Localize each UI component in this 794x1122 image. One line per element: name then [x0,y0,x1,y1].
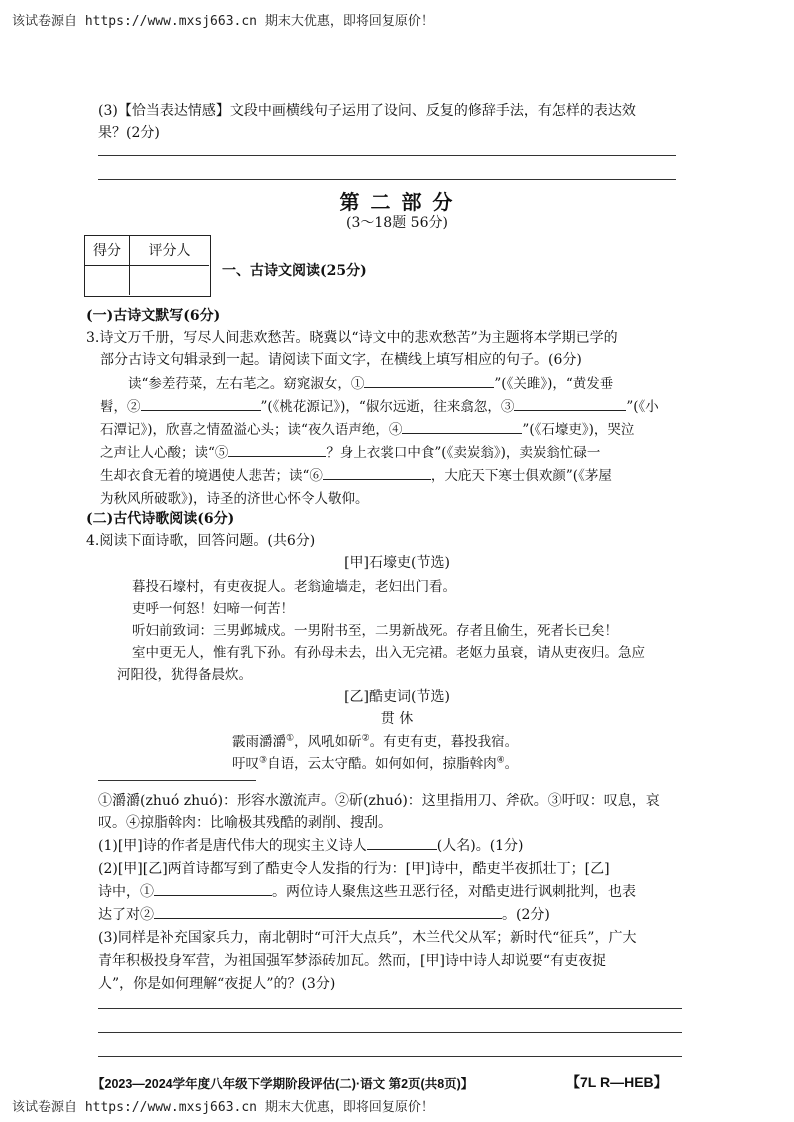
q4-sub3-line3: 人”，你是如何理解“夜捉人”的？(3分) [98,976,336,992]
poem1-line1: 暮投石壕村，有吏夜捉人。老翁逾墙走，老妇出门看。 [132,579,456,595]
q3-line7: 生却衣食无着的境遇使人悲苦；读“⑥ ，大庇天下寒士俱欢颜”(《茅屋 [100,464,612,484]
grader-cell[interactable] [130,266,209,295]
blank-s2-2[interactable] [154,904,502,919]
q3-line2: 部分古诗文句辑录到一起。请阅读下面文字，在横线上填写相应的句子。(6分) [100,352,582,368]
blank-4[interactable] [402,419,522,434]
answer-line [98,179,676,180]
footnote-line1: ①灂灂(zhuó zhuó)：形容水激流声。②斫(zhuó)：这里指用刀、斧砍。③吁叹：叹息，哀 [98,793,660,809]
q3-line1: 3.诗文万千册，写尽人间悲欢愁苦。晓冀以“诗文中的悲欢愁苦”为主题将本学期已学的 [86,330,618,346]
prev-question-line2: 果？(2分) [98,125,160,141]
q4-sub2-line2: 诗中，① 。两位诗人聚焦这些丑恶行径，对酷吏进行讽刺批判，也表 [98,881,636,901]
watermark-bottom: 该试卷源自 https://www.mxsj663.cn 期末大优惠，即将回复原价！ [12,1100,434,1115]
q3-line5: 石潭记》)，欣喜之情盈溢心头；读“夜久语声绝，④ ”(《石壕吏》)，哭泣 [100,418,634,438]
prev-question-line1: (3)【恰当表达情感】文段中画横线句子运用了设问、反复的修辞手法，有怎样的表达效 [98,103,636,119]
q4-intro: 4.阅读下面诗歌，回答问题。(共6分) [86,533,316,549]
q4-sub3-line1: (3)同样是补充国家兵力，南北朝时“可汗大点兵”，木兰代父从军；新时代“征兵”，广大 [98,930,637,946]
q4-sub2-line1: (2)[甲][乙]两首诗都写到了酷吏令人发指的行为：[甲]诗中，酷吏半夜抓壮丁；[乙] [98,861,610,877]
poem2-author: 贯 休 [380,711,414,727]
q3-line4: 髫，② ”(《桃花源记》)，“俶尔远逝，往来翕忽，③ ”(《小 [100,395,659,415]
score-header: 得分 [85,236,130,266]
poem2-title: [乙]酷吏词(节选) [344,689,450,705]
blank-poet[interactable] [367,835,437,850]
blank-3[interactable] [514,396,626,411]
footnote-line2: 叹。④掠脂斡肉：比喻极其残酷的剥削、搜刮。 [98,815,392,831]
sub2-heading: (二)古代诗歌阅读(6分) [86,511,235,527]
blank-5[interactable] [228,442,326,457]
watermark-top: 该试卷源自 https://www.mxsj663.cn 期末大优惠，即将回复原价！ [12,14,434,29]
grader-header: 评分人 [130,236,209,266]
q3-line3: 读“参差荇菜，左右芼之。窈窕淑女，① ”(《关雎》)，“黄发垂 [128,372,613,392]
section-subtitle: (3～18题 56分) [346,215,448,231]
blank-6[interactable] [323,465,431,480]
blank-s2-1[interactable] [154,881,272,896]
grade-table [84,235,211,297]
poem1-title: [甲]石壕吏(节选) [344,555,450,571]
q4-sub3-line2: 青年积极投身军营，为祖国强军梦添砖加瓦。然而，[甲]诗中诗人却说要“有吏夜捉 [98,953,607,969]
answer-line [98,155,676,156]
poem2-line2: 吁叹③自语，云太守酷。如何如何，掠脂斡肉④。 [232,755,519,772]
score-cell[interactable] [85,266,130,295]
q3-line8: 为秋风所破歌》)，诗圣的济世心怀令人敬仰。 [100,491,369,507]
answer-line [98,1032,682,1033]
q3-line6: 之声让人心酸；读“⑤ ？身上衣裳口中食”(《卖炭翁》)，卖炭翁忙碌一 [100,441,600,461]
q4-sub1: (1)[甲]诗的作者是唐代伟大的现实主义诗人 (人名)。(1分) [98,835,524,855]
poem1-line2: 吏呼一何怒！妇啼一何苦！ [132,601,294,617]
section-title: 第 二 部 分 [339,190,455,214]
poem2-line1: 霰雨灂灂①，风吼如斫②。有吏有吏，暮投我宿。 [232,733,519,750]
poem1-line4: 室中更无人，惟有乳下孙。有孙母未去，出入无完裙。老妪力虽衰，请从吏夜归。急应 [132,645,645,661]
footnote-divider [98,780,256,781]
paper-code: 【7L R—HEB】 [566,1074,668,1090]
poem1-line3: 听妇前致词：三男邺城戍。一男附书至，二男新战死。存者且偷生，死者长已矣！ [132,623,618,639]
poem1-line5: 河阳役，犹得备晨炊。 [117,667,252,683]
answer-line [98,1008,682,1009]
part1-heading: 一、古诗文阅读(25分) [222,263,367,279]
blank-2[interactable] [141,396,261,411]
blank-1[interactable] [364,373,494,388]
answer-line [98,1056,682,1057]
sub1-heading: (一)古诗文默写(6分) [86,308,221,324]
page-footer: 【2023—2024学年度八年级下学期阶段评估(二)·语文 第2页(共8页)】 [92,1077,474,1091]
q4-sub2-line3: 达了对② 。(2分) [98,904,550,924]
